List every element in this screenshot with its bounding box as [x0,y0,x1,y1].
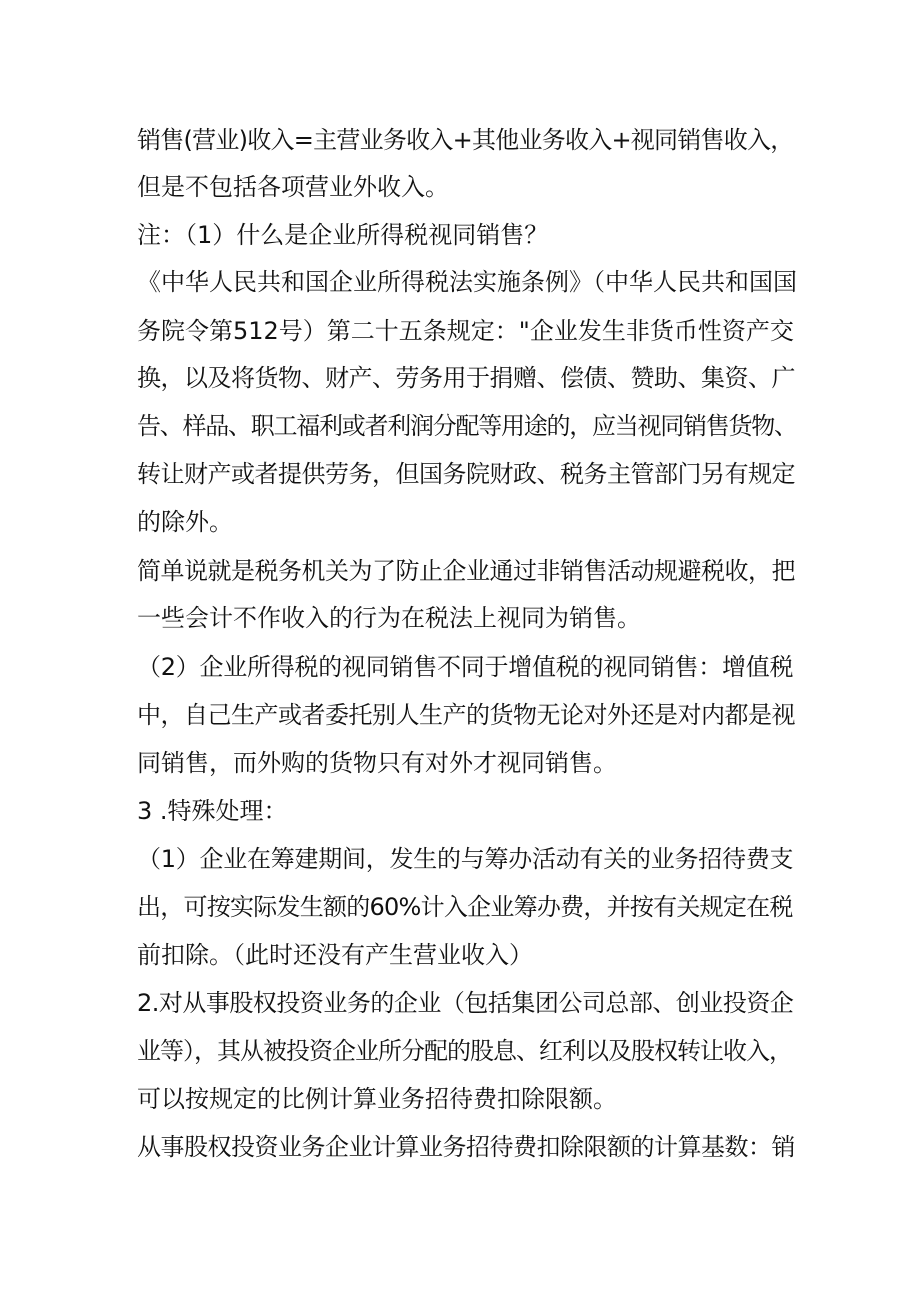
text-line: 《中华人民共和国企业所得税法实施条例》（中华人民共和国国 [137,268,797,296]
text-line: 同销售，而外购的货物只有对外才视同销售。 [137,749,617,777]
text-line: 但是不包括各项营业外收入。 [137,173,449,201]
text-line: 注：（1）什么是企业所得税视同销售？ [137,221,549,249]
text-line: 务院令第512号）第二十五条规定："企业发生非货币性资产交 [137,317,794,345]
text-line: 中，自己生产或者委托别人生产的货物无论对外还是对内都是视 [137,701,795,729]
text-line: 销售(营业)收入=主营业务收入+其他业务收入+视同销售收入， [137,126,794,154]
text-line: 前扣除。（此时还没有产生营业收入） [137,941,533,969]
text-line: 的除外。 [137,508,233,536]
text-line: 一些会计不作收入的行为在税法上视同为销售。 [137,604,641,632]
text-line: 出，可按实际发生额的60%计入企业筹办费，并按有关规定在税 [137,893,793,921]
text-line: 换，以及将货物、财产、劳务用于捐赠、偿债、赞助、集资、广 [137,364,795,392]
text-line: 简单说就是税务机关为了防止企业通过非销售活动规避税收，把 [137,557,795,585]
text-line: 业等），其从被投资企业所分配的股息、红利以及股权转让收入， [137,1037,792,1065]
text-line: 3 .特殊处理： [137,797,288,825]
text-line: 可以按规定的比例计算业务招待费扣除限额。 [137,1085,617,1113]
text-line: 2.对从事股权投资业务的企业（包括集团公司总部、创业投资企 [137,989,794,1017]
text-line: 告、样品、职工福利或者利润分配等用途的，应当视同销售货物、 [137,412,797,440]
text-line: 转让财产或者提供劳务，但国务院财政、税务主管部门另有规定 [137,460,795,488]
text-line: （1）企业在筹建期间，发生的与筹办活动有关的业务招待费支 [137,845,794,873]
text-line: 从事股权投资业务企业计算业务招待费扣除限额的计算基数：销 [137,1133,795,1161]
text-line: （2）企业所得税的视同销售不同于增值税的视同销售：增值税 [137,653,794,681]
